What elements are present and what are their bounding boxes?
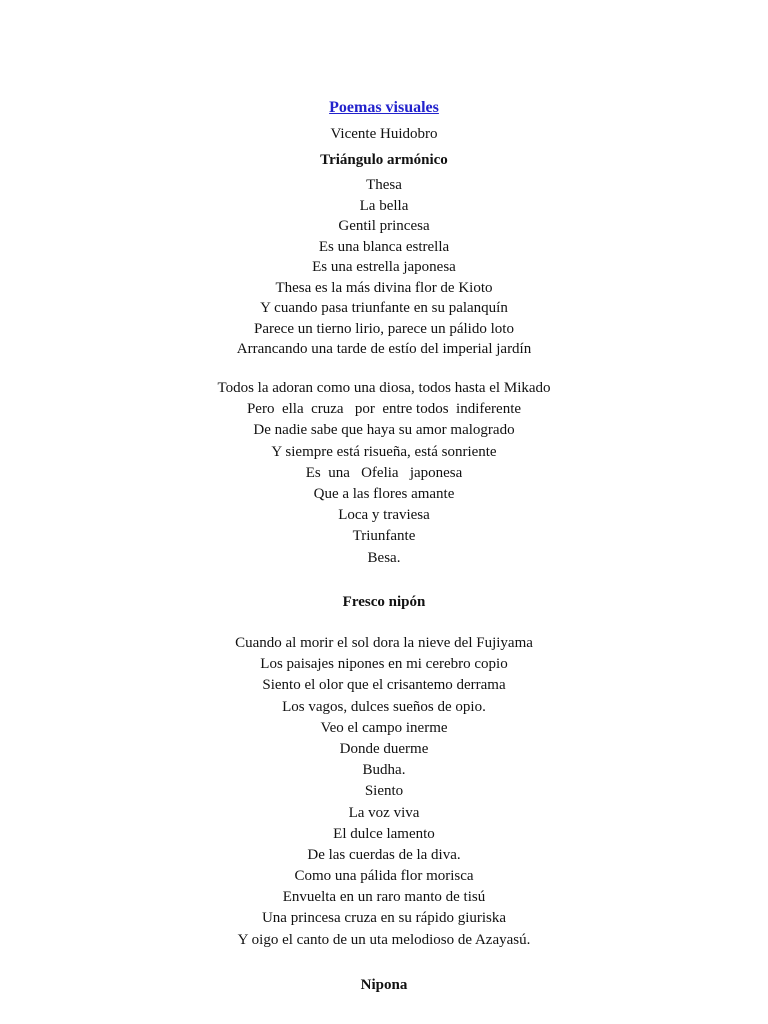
poem-heading-nipona: Nipona [360,977,408,993]
poem-line: Siento [364,783,404,800]
poem1-stanza1 [0,175,768,360]
poem-line: Cuando al morir el sol dora la nieve del Fujiyama [235,635,533,651]
poem-line: Es una estrella japonesa [312,259,456,275]
poem-heading-triangulo: Triángulo armónico [320,152,448,168]
poem-line: Siento el olor que el crisantemo derrama [262,677,506,694]
document-title-link[interactable]: Poemas visuales [329,99,439,116]
poem-line: Y siempre está risueña, está sonriente [271,443,497,460]
poem-line: Una princesa cruza en su rápido giuriska [261,910,507,927]
poem-line: Thesa [366,177,402,193]
poem-heading-fresco: Fresco nipón [342,594,426,610]
poem1-stanza2 [0,378,768,569]
poem-line: De las cuerdas de la diva. [307,846,461,863]
author-name: Vicente Huidobro [330,126,438,142]
poem-line: Arrancando una tarde de estío del imperial jardín [236,341,532,357]
poem-line: El dulce lamento [333,825,435,842]
poem-line: Los vagos, dulces sueños de opio. [282,698,486,715]
poem-line: Donde duerme [339,740,429,757]
poem-line: Que a las flores amante [313,485,455,502]
poem-line: Besa. [367,549,401,566]
poem-line: Los paisajes nipones en mi cerebro copio [260,656,508,673]
poem-line: La voz viva [348,804,420,821]
poem-line: Es una Ofelia japonesa [305,464,463,481]
poem-line: Budha. [362,762,406,779]
poem2-stanza1 [0,633,768,951]
poem-line: Como una pálida flor morisca [294,868,474,885]
poem-line: Thesa es la más divina flor de Kioto [275,279,493,296]
poem-line: Parece un tierno lirio, parece un pálido loto [254,320,514,337]
poem-line: Pero ella cruza por entre todos indiferente [246,401,522,418]
poem-line: Todos la adoran como una diosa, todos hasta el Mikado [217,380,551,396]
poem-line: Es una blanca estrella [318,238,450,255]
poem-line: Gentil princesa [338,218,430,234]
poem-line: La bella [359,197,409,214]
poem-line: Veo el campo inerme [320,719,448,736]
poem-line: Loca y traviesa [338,507,430,524]
poem-line: Y oigo el canto de un uta melodioso de Azayasú. [237,931,531,948]
poem-line: Envuelta en un raro manto de tisú [282,889,486,906]
poem-line: Triunfante [352,528,416,545]
poem-line: De nadie sabe que haya su amor malogrado [253,422,515,439]
poem-line: Y cuando pasa triunfante en su palanquín [260,300,508,316]
